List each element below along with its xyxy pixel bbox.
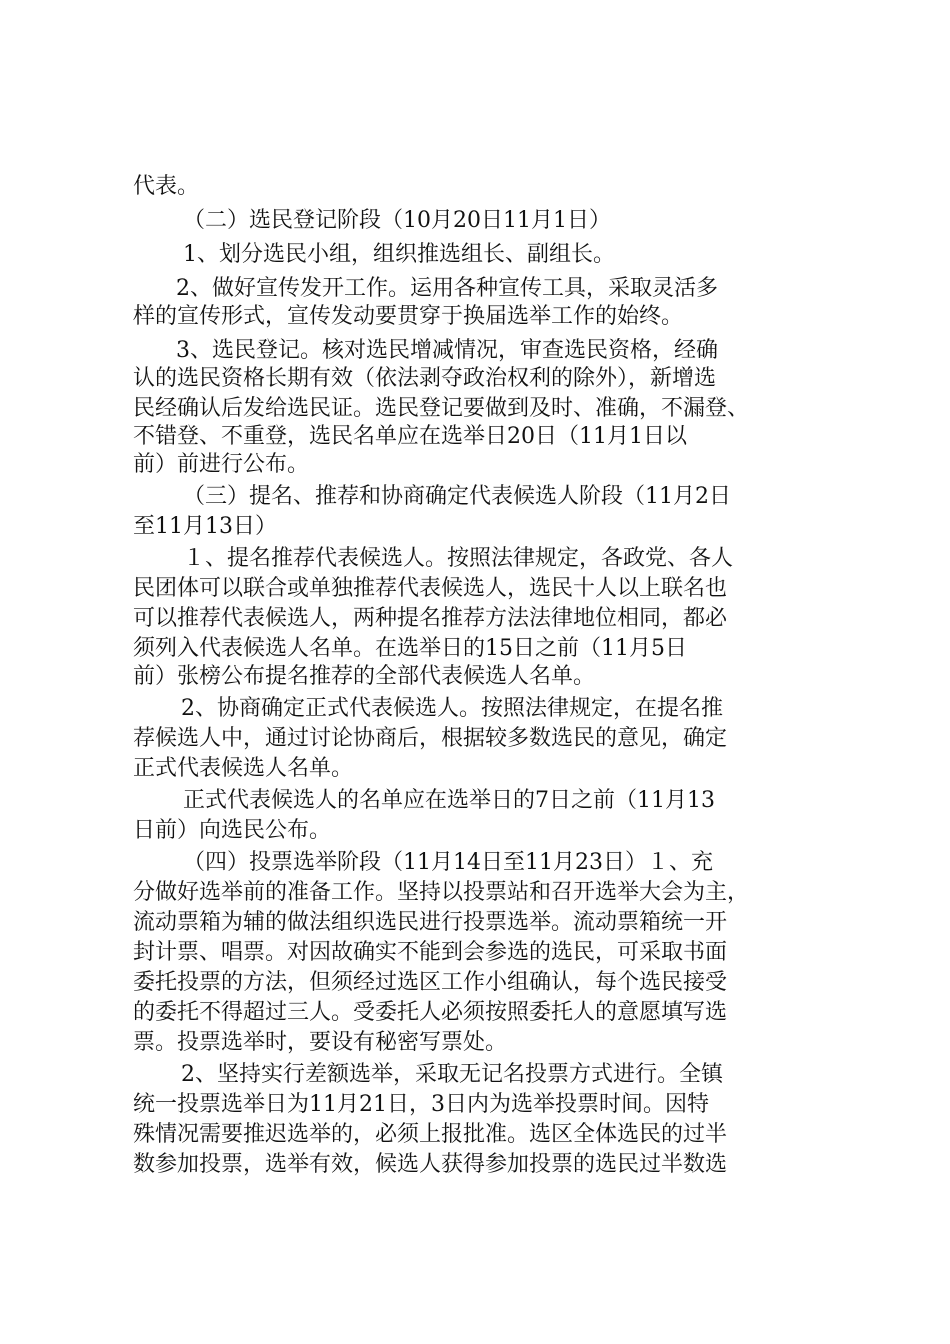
text-line: 分做好选举前的准备工作。坚持以投票站和召开选举大会为主， xyxy=(133,880,750,905)
text-line: 数参加投票，选举有效，候选人获得参加投票的选民过半数选 xyxy=(133,1152,728,1177)
text-line: 殊情况需要推迟选举的，必须上报批准。选区全体选民的过半 xyxy=(133,1122,728,1147)
text-line: １、提名推荐代表候选人。按照法律规定，各政党、各人 xyxy=(183,546,734,571)
text-line: 可以推荐代表候选人，两种提名推荐方法法律地位相同，都必 xyxy=(133,606,728,631)
text-line: 不错登、不重登，选民名单应在选举日20日（11月1日以 xyxy=(133,424,687,449)
text-line: 2、坚持实行差额选举，采取无记名投票方式进行。全镇 xyxy=(181,1062,723,1087)
text-line: 正式代表候选人名单。 xyxy=(133,756,354,781)
section-heading: （三）提名、推荐和协商确定代表候选人阶段（11月2日 xyxy=(183,484,731,509)
section-heading: （二）选民登记阶段（10月20日11月1日） xyxy=(183,208,611,233)
text-line: 代表。 xyxy=(133,174,200,199)
section-heading: （四）投票选举阶段（11月14日至11月23日）１、充 xyxy=(183,850,713,875)
text-line: 样的宣传形式，宣传发动要贯穿于换届选举工作的始终。 xyxy=(133,304,684,329)
text-line: 2、做好宣传发开工作。运用各种宣传工具，采取灵活多 xyxy=(176,276,718,301)
text-line: 的委托不得超过三人。受委托人必须按照委托人的意愿填写选 xyxy=(133,1000,728,1025)
text-line: 委托投票的方法，但须经过选区工作小组确认，每个选民接受 xyxy=(133,970,728,995)
text-line: 统一投票选举日为11月21日，3日内为选举投票时间。因特 xyxy=(133,1092,709,1117)
text-line: 前）张榜公布提名推荐的全部代表候选人名单。 xyxy=(133,664,596,689)
text-line: 正式代表候选人的名单应在选举日的7日之前（11月13 xyxy=(183,788,715,813)
text-line: 民经确认后发给选民证。选民登记要做到及时、准确，不漏登、 xyxy=(133,396,750,421)
text-line: 3、选民登记。核对选民增减情况，审查选民资格，经确 xyxy=(176,338,718,363)
text-line: 票。投票选举时，要设有秘密写票处。 xyxy=(133,1030,508,1055)
text-line: 须列入代表候选人名单。在选举日的15日之前（11月5日 xyxy=(133,636,687,661)
text-line: 1、划分选民小组，组织推选组长、副组长。 xyxy=(183,242,615,267)
text-line: 前）前进行公布。 xyxy=(133,452,310,477)
text-line: 民团体可以联合或单独推荐代表候选人，选民十人以上联名也 xyxy=(133,576,728,601)
text-line: 流动票箱为辅的做法组织选民进行投票选举。流动票箱统一开 xyxy=(133,910,728,935)
text-line: 日前）向选民公布。 xyxy=(133,818,332,843)
section-heading: 至11月13日） xyxy=(133,514,277,539)
text-line: 2、协商确定正式代表候选人。按照法律规定，在提名推 xyxy=(181,696,723,721)
text-line: 荐候选人中，通过讨论协商后，根据较多数选民的意见，确定 xyxy=(133,726,728,751)
text-line: 认的选民资格长期有效（依法剥夺政治权利的除外），新增选 xyxy=(133,366,717,391)
text-line: 封计票、唱票。对因故确实不能到会参选的选民，可采取书面 xyxy=(133,940,728,965)
